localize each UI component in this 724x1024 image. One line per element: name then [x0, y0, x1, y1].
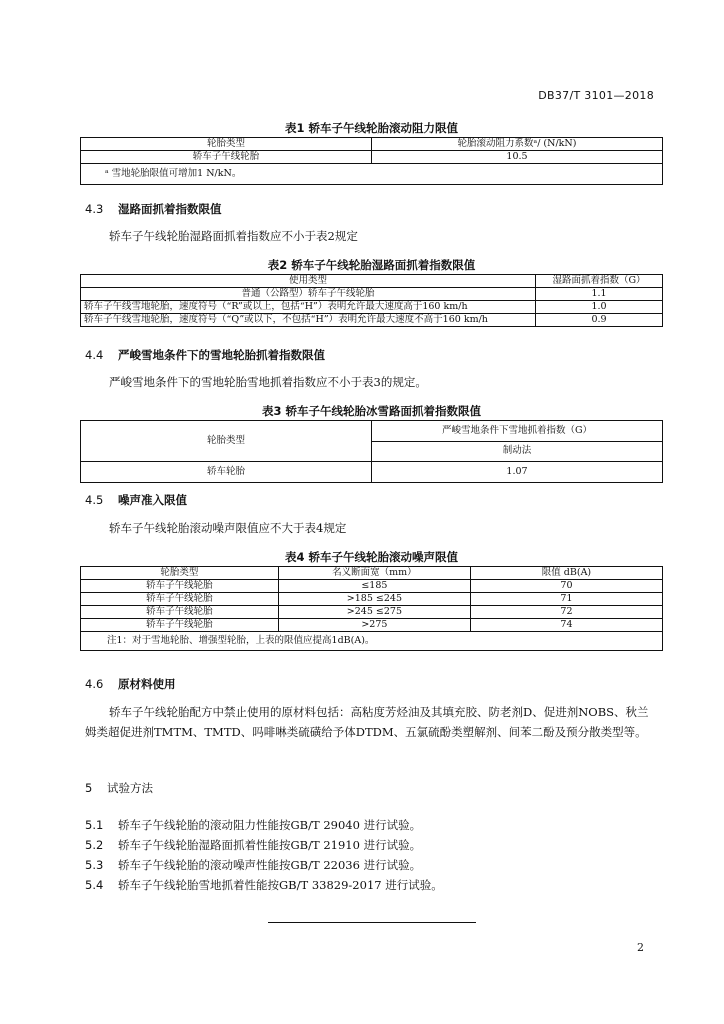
table-header-cell: 轮胎滚动阻力系数ᵃ/ (N/kN)	[372, 138, 663, 151]
table-row	[81, 301, 663, 314]
list-item	[85, 817, 421, 833]
table-cell: 轿车子午线雪地轮胎，速度符号（“R”或以上，包括“H”）表明允许最大速度高于160 km/h	[81, 301, 536, 314]
table-cell: 轿车子午线轮胎	[81, 593, 279, 606]
table4	[80, 566, 663, 651]
list-item	[85, 857, 421, 873]
table-cell: 轿车子午线轮胎	[81, 151, 372, 164]
table-cell: >275	[278, 619, 470, 632]
table-row	[81, 619, 663, 632]
table-header-cell: 限值 dB(A)	[470, 567, 662, 580]
section-title: 噪声准入限值	[118, 493, 187, 507]
table-cell: 轿车子午线轮胎	[81, 606, 279, 619]
table-cell: 71	[470, 593, 662, 606]
list-item	[85, 837, 421, 853]
table2-caption: 表2 轿车子午线轮胎湿路面抓着指数限值	[267, 258, 476, 272]
table-header-cell: 湿路面抓着指数（G）	[536, 275, 663, 288]
table-row	[81, 151, 663, 164]
table-header-cell: 名义断面宽（mm）	[278, 567, 470, 580]
section-title: 严峻雪地条件下的雪地轮胎抓着指数限值	[118, 348, 325, 362]
table-header-row	[81, 275, 663, 288]
item-text: 轿车子午线轮胎的滚动噪声性能按GB/T 22036 进行试验。	[118, 858, 422, 872]
table-cell: 1.07	[372, 462, 663, 483]
standard-code: DB37/T 3101—2018	[538, 89, 654, 102]
section-number: 4.3	[85, 202, 104, 216]
paragraph: 严峻雪地条件下的雪地轮胎雪地抓着指数应不小于表3的规定。	[109, 375, 427, 389]
item-number: 5.4	[85, 878, 104, 892]
table2	[80, 274, 663, 327]
table-header-cell: 制动法	[372, 441, 663, 462]
section-heading	[85, 676, 176, 692]
table-cell: 1.0	[536, 301, 663, 314]
table-cell: 70	[470, 580, 662, 593]
item-number: 5.2	[85, 838, 104, 852]
table1	[80, 137, 663, 185]
table-row	[81, 593, 663, 606]
table-cell: 0.9	[536, 314, 663, 327]
section-title: 湿路面抓着指数限值	[118, 202, 222, 216]
table-cell: ≤185	[278, 580, 470, 593]
page-number: 2	[637, 941, 644, 954]
table-header-cell: 使用类型	[81, 275, 536, 288]
item-text: 轿车子午线轮胎的滚动阻力性能按GB/T 29040 进行试验。	[118, 818, 422, 832]
table-header-cell: 严峻雪地条件下雪地抓着指数（G）	[372, 421, 663, 442]
table-header-row	[81, 421, 663, 442]
table-row	[81, 580, 663, 593]
section-number: 4.5	[85, 493, 104, 507]
table-row	[81, 462, 663, 483]
table-header-cell: 轮胎类型	[81, 567, 279, 580]
table4-caption: 表4 轿车子午线轮胎滚动噪声限值	[284, 550, 458, 564]
table-cell: 轿车子午线轮胎	[81, 619, 279, 632]
list-item	[85, 877, 443, 893]
table-cell: 轿车轮胎	[81, 462, 372, 483]
table-header-cell: 轮胎类型	[81, 138, 372, 151]
table-note-row	[81, 164, 663, 185]
section-title: 原材料使用	[118, 677, 176, 691]
item-number: 5.3	[85, 858, 104, 872]
table-note: ᵃ 雪地轮胎限值可增加1 N/kN。	[81, 164, 663, 185]
table-cell: 72	[470, 606, 662, 619]
paragraph: 轿车子午线轮胎湿路面抓着指数应不小于表2规定	[109, 229, 358, 243]
table3-caption: 表3 轿车子午线轮胎冰雪路面抓着指数限值	[261, 404, 481, 418]
section-heading	[85, 201, 222, 217]
section-number: 5	[85, 781, 93, 795]
table-header-row	[81, 567, 663, 580]
table-row	[81, 314, 663, 327]
table-header-cell: 轮胎类型	[81, 421, 372, 462]
table-header-row	[81, 138, 663, 151]
end-line	[268, 922, 476, 923]
table-row	[81, 606, 663, 619]
table-cell: >185 ≤245	[278, 593, 470, 606]
table-cell: 10.5	[372, 151, 663, 164]
section-heading	[85, 347, 325, 363]
table-note-row	[81, 632, 663, 651]
section-heading	[85, 492, 187, 508]
table1-caption: 表1 轿车子午线轮胎滚动阻力限值	[284, 121, 458, 135]
table-row	[81, 288, 663, 301]
item-number: 5.1	[85, 818, 104, 832]
table-cell: 轿车子午线轮胎	[81, 580, 279, 593]
section-number: 4.6	[85, 677, 104, 691]
section-title: 试验方法	[107, 781, 153, 795]
table-cell: 1.1	[536, 288, 663, 301]
item-text: 轿车子午线轮胎雪地抓着性能按GB/T 33829-2017 进行试验。	[118, 878, 443, 892]
table-cell: 普通（公路型）轿车子午线轮胎	[81, 288, 536, 301]
paragraph: 轿车子午线轮胎配方中禁止使用的原材料包括：高粘度芳烃油及其填充胶、防老剂D、促进剂NOBS、秋兰姆类超促进剂TMTM、TMTD、吗啡啉类硫磺给予体DTDM、五氯硫酚类塑解剂、间苯二酚及预分散类型等。	[85, 705, 649, 739]
table3	[80, 420, 663, 483]
paragraph: 轿车子午线轮胎滚动噪声限值应不大于表4规定	[109, 521, 347, 535]
table-cell: 轿车子午线雪地轮胎，速度符号（“Q”或以下，不包括“H”）表明允许最大速度不高于160 km/h	[81, 314, 536, 327]
table-cell: 74	[470, 619, 662, 632]
section-heading	[85, 780, 153, 796]
section-number: 4.4	[85, 348, 104, 362]
item-text: 轿车子午线轮胎湿路面抓着性能按GB/T 21910 进行试验。	[118, 838, 422, 852]
table-cell: >245 ≤275	[278, 606, 470, 619]
table-note: 注1：对于雪地轮胎、增强型轮胎，上表的限值应提高1dB(A)。	[81, 632, 663, 651]
